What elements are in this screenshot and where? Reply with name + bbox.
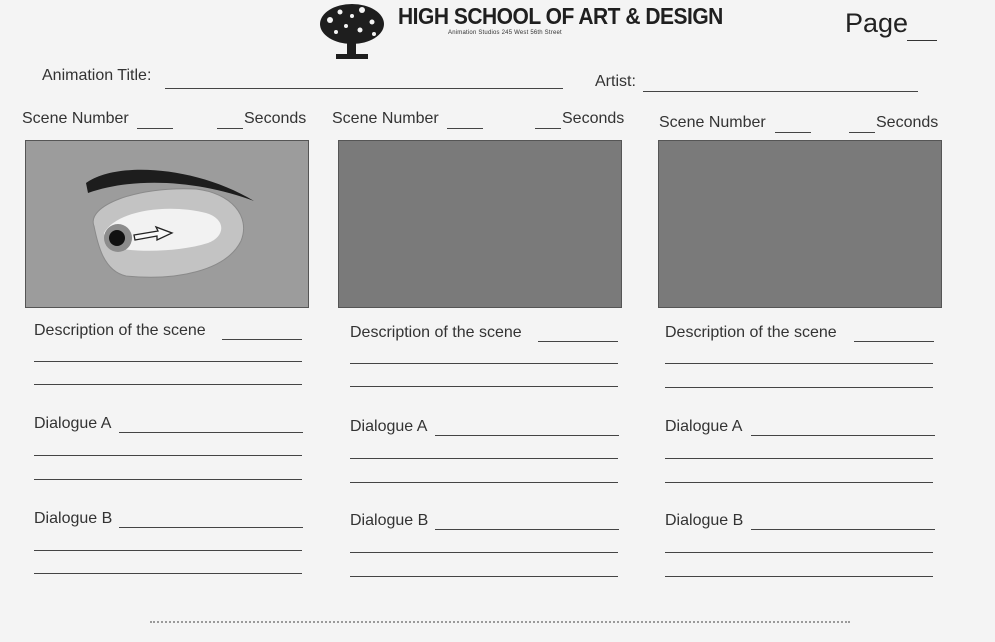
eye-sketch: [26, 141, 308, 307]
scene-number-field[interactable]: [137, 128, 173, 129]
tree-logo-icon: [316, 0, 388, 60]
animation-title-label: Animation Title:: [42, 67, 152, 84]
footnote-fine-print: [150, 621, 850, 623]
storyboard-frame[interactable]: [658, 140, 942, 308]
description-line[interactable]: [665, 363, 933, 364]
dialogue-b-label: Dialogue B: [34, 510, 113, 527]
dialogue-b-field[interactable]: [119, 527, 303, 528]
dialogue-b-line[interactable]: [665, 552, 933, 553]
dialogue-a-field[interactable]: [435, 435, 619, 436]
seconds-field[interactable]: [535, 128, 561, 129]
dialogue-b-line[interactable]: [665, 576, 933, 577]
dialogue-a-line[interactable]: [665, 458, 933, 459]
dialogue-a-field[interactable]: [119, 432, 303, 433]
description-field[interactable]: [222, 339, 302, 340]
dialogue-a-label: Dialogue A: [665, 418, 743, 435]
school-address: Animation Studios 245 West 56th Street: [448, 30, 562, 36]
page-number-field[interactable]: [907, 40, 937, 41]
seconds-label: Seconds: [562, 110, 625, 127]
description-line[interactable]: [665, 387, 933, 388]
page-label: Page: [845, 8, 909, 38]
description-label: Description of the scene: [34, 322, 206, 339]
dialogue-a-line[interactable]: [350, 458, 618, 459]
seconds-label: Seconds: [244, 110, 307, 127]
storyboard-frame[interactable]: [25, 140, 309, 308]
description-field[interactable]: [538, 341, 618, 342]
dialogue-b-line[interactable]: [34, 573, 302, 574]
dialogue-b-line[interactable]: [350, 576, 618, 577]
description-label: Description of the scene: [665, 324, 837, 341]
dialogue-b-field[interactable]: [751, 529, 935, 530]
dialogue-b-label: Dialogue B: [350, 512, 429, 529]
scene-number-field[interactable]: [447, 128, 483, 129]
description-label: Description of the scene: [350, 324, 522, 341]
dialogue-a-line[interactable]: [34, 455, 302, 456]
dialogue-b-field[interactable]: [435, 529, 619, 530]
dialogue-a-label: Dialogue A: [350, 418, 428, 435]
dialogue-a-line[interactable]: [34, 479, 302, 480]
description-line[interactable]: [34, 361, 302, 362]
seconds-label: Seconds: [876, 114, 939, 131]
dialogue-b-line[interactable]: [350, 552, 618, 553]
seconds-field[interactable]: [849, 132, 875, 133]
artist-label: Artist:: [595, 73, 636, 90]
scene-number-field[interactable]: [775, 132, 811, 133]
dialogue-b-line[interactable]: [34, 550, 302, 551]
dialogue-a-label: Dialogue A: [34, 415, 112, 432]
dialogue-a-line[interactable]: [350, 482, 618, 483]
dialogue-a-field[interactable]: [751, 435, 935, 436]
description-line[interactable]: [34, 384, 302, 385]
seconds-field[interactable]: [217, 128, 243, 129]
school-name: HIGH SCHOOL OF ART & DESIGN: [398, 4, 723, 30]
scene-number-label: Scene Number: [22, 110, 129, 127]
artist-field[interactable]: [643, 91, 918, 92]
dialogue-b-label: Dialogue B: [665, 512, 744, 529]
storyboard-frame[interactable]: [338, 140, 622, 308]
description-line[interactable]: [350, 386, 618, 387]
scene-number-label: Scene Number: [659, 114, 766, 131]
scene-number-label: Scene Number: [332, 110, 439, 127]
description-field[interactable]: [854, 341, 934, 342]
description-line[interactable]: [350, 363, 618, 364]
dialogue-a-line[interactable]: [665, 482, 933, 483]
animation-title-field[interactable]: [165, 88, 563, 89]
